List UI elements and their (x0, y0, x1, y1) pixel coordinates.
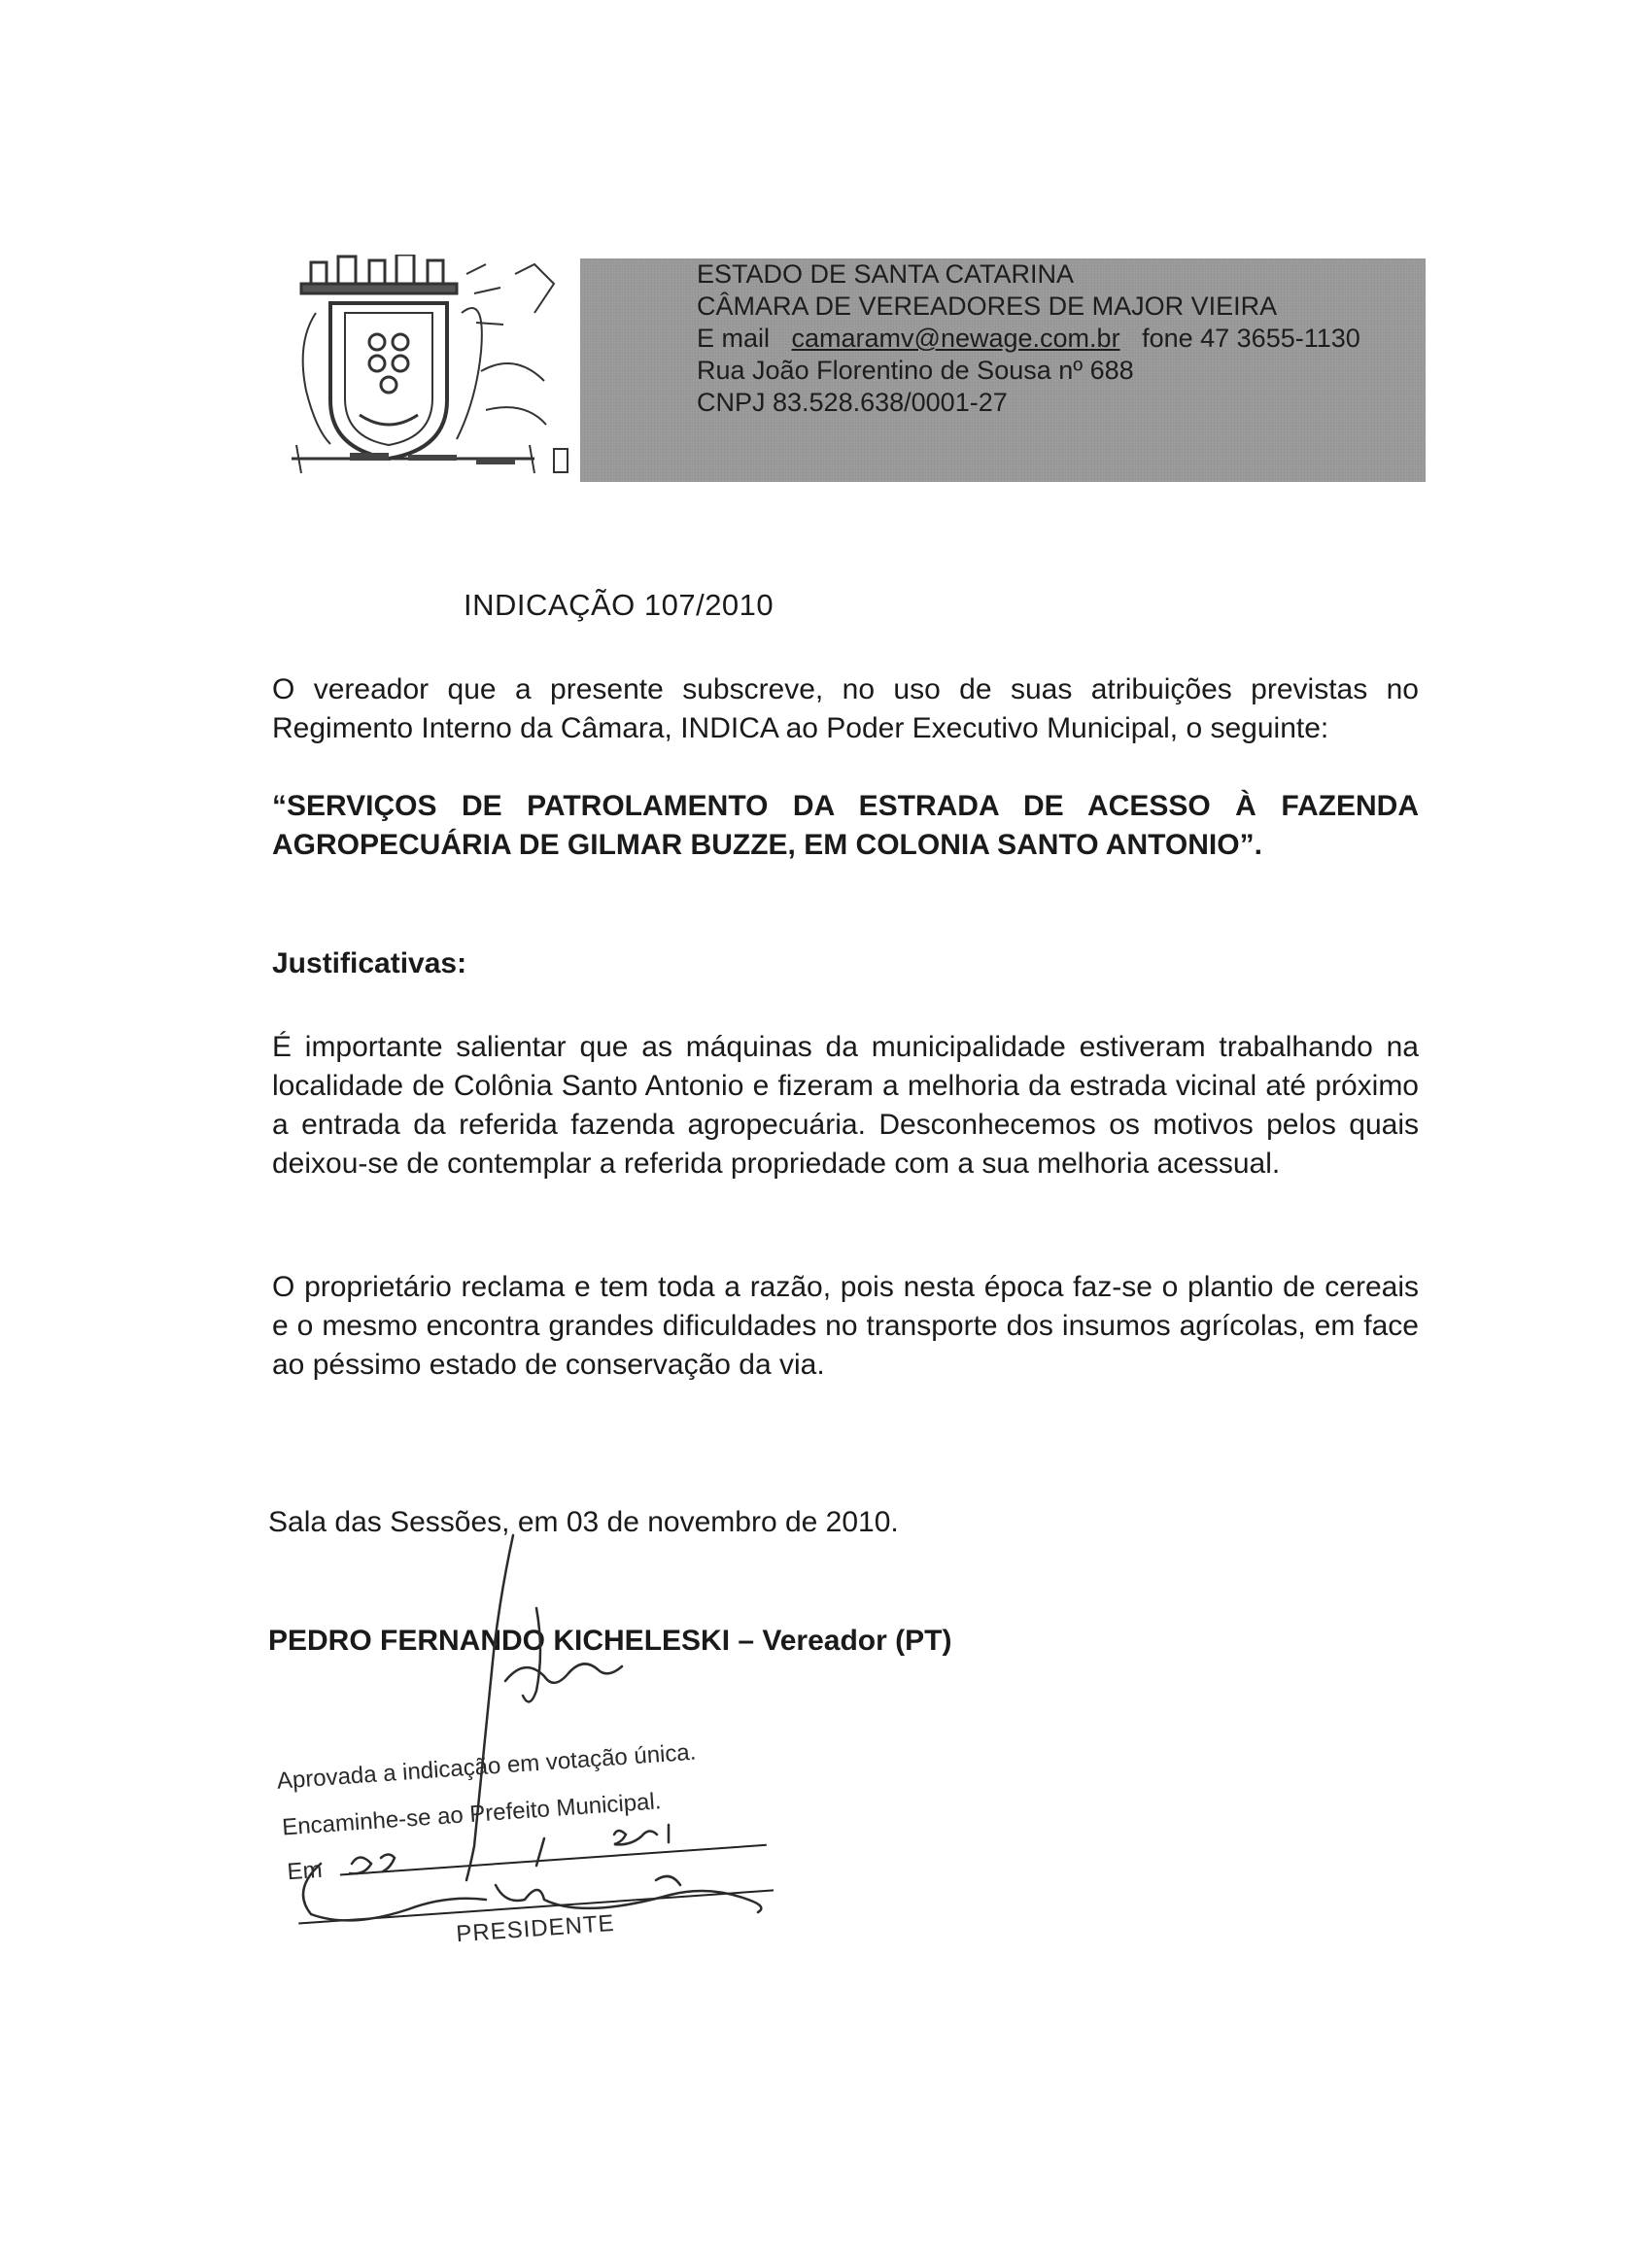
document-title: INDICAÇÃO 107/2010 (464, 588, 774, 622)
signer-name: PEDRO FERNANDO KICHELESKI – Vereador (PT) (268, 1625, 952, 1657)
header-chamber: CÂMARA DE VEREADORES DE MAJOR VIEIRA (697, 292, 1278, 321)
header-address: Rua João Florentino de Sousa nº 688 (697, 356, 1134, 385)
subject-line-1: “SERVIÇOS DE PATROLAMENTO DA ESTRADA DE ACESSO À FAZENDA (272, 790, 1419, 822)
email-label: E mail (697, 324, 771, 353)
closing-line: Sala das Sessões, em 03 de novembro de 2010. (268, 1506, 899, 1538)
municipal-coat-of-arms-icon (292, 255, 573, 478)
stamp-forward-text: Encaminhe-se ao Prefeito Municipal. (281, 1788, 663, 1841)
justification-paragraph-1: É importante salientar que as máquinas da municipalidade estiveram trabalhando na localidade de Colônia Santo Antonio e fizeram a melhoria da estrada vicinal até próximo a entrada da referida fazenda agropecuária. Desconhecemos os motivos pelos quais deixou-se de contemplar a referida propriedade com a sua melhoria acessual. (272, 1031, 1419, 1180)
stamp-date-line (340, 1844, 767, 1876)
intro-paragraph: O vereador que a presente subscreve, no uso de suas atribuições previstas no Regimento Interno da Câmara, INDICA ao Poder Executivo Municipal, o seguinte: (272, 673, 1419, 744)
header-state: ESTADO DE SANTA CATARINA (697, 259, 1075, 289)
subject-block (272, 787, 1419, 865)
stamp-approval-text: Aprovada a indicação em votação única. (276, 1738, 698, 1795)
header-cnpj: CNPJ 83.528.638/0001-27 (697, 388, 1008, 417)
signature-flourish (505, 1664, 622, 1682)
approval-stamp (272, 1704, 791, 1953)
justification-paragraph-2: O proprietário reclama e tem toda a razão, pois nesta época faz-se o plantio de cereais e o mesmo encontra grandes dificuldades no transporte dos insumos agrícolas, em face ao péssimo estado de conservação da via. (272, 1271, 1419, 1381)
stamp-role: PRESIDENTE (455, 1909, 616, 1948)
subject-line-2: AGROPECUÁRIA DE GILMAR BUZZE, EM COLONIA SANTO ANTONIO”. (272, 829, 1262, 861)
justification-heading: Justificativas: (272, 947, 467, 979)
letterhead-box (580, 258, 1426, 482)
header-contact (697, 323, 1360, 355)
email-link[interactable]: camaramv@newage.com.br (791, 324, 1120, 353)
phone: fone 47 3655-1130 (1142, 324, 1360, 353)
stamp-date-label: Em (286, 1856, 324, 1886)
